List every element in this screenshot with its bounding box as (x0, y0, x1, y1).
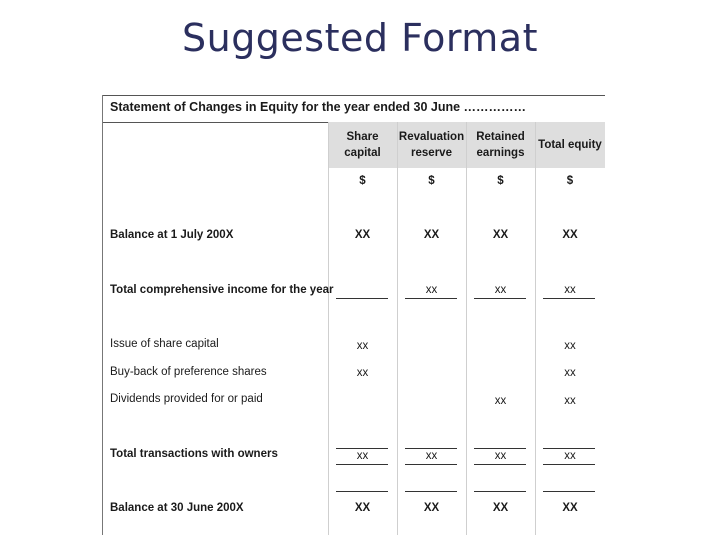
dividends-total-equity: xx (564, 395, 576, 407)
left-border (102, 95, 103, 535)
closing-total-equity: XX (562, 502, 578, 514)
top-rule (102, 95, 605, 96)
closing-revaluation-reserve: XX (423, 502, 440, 514)
header-revaluation-reserve: Revaluation reserve (398, 131, 465, 159)
owners-total-equity: xx (564, 450, 576, 462)
underline (405, 491, 457, 492)
buyback-total-equity: xx (564, 367, 576, 379)
underline (405, 448, 457, 449)
owners-revaluation-reserve: xx (425, 450, 438, 462)
underline (336, 298, 388, 299)
currency-retained-earnings: $ (497, 175, 504, 187)
row-label-dividends: Dividends provided for or paid (110, 393, 263, 405)
tci-revaluation-reserve: xx (425, 284, 438, 296)
opening-share-capital: XX (354, 229, 371, 241)
header-share-capital: Share capital (344, 131, 381, 159)
equity-statement-table (102, 95, 605, 535)
underline (405, 464, 457, 465)
slide-title: Suggested Format (181, 16, 538, 60)
underline (336, 491, 388, 492)
closing-retained-earnings: XX (492, 502, 509, 514)
header-total-equity: Total equity (538, 139, 602, 151)
underline (543, 491, 595, 492)
underline (543, 448, 595, 449)
underline (474, 298, 526, 299)
tci-total-equity: xx (564, 284, 576, 296)
buyback-share-capital: xx (356, 367, 369, 379)
row-label-transactions-owners: Total transactions with owners (110, 448, 278, 460)
opening-retained-earnings: XX (492, 229, 509, 241)
row-label-closing-balance: Balance at 30 June 200X (110, 502, 244, 514)
underline (543, 464, 595, 465)
issue-share-capital: xx (356, 340, 369, 352)
currency-total-equity: $ (566, 175, 574, 187)
closing-share-capital: XX (354, 502, 371, 514)
dividends-retained-earnings: xx (494, 395, 507, 407)
currency-revaluation-reserve: $ (428, 175, 435, 187)
underline (474, 491, 526, 492)
underline (336, 464, 388, 465)
row-label-issue-share-capital: Issue of share capital (110, 338, 219, 350)
tci-retained-earnings: xx (494, 284, 507, 296)
opening-total-equity: XX (562, 229, 578, 241)
row-label-buy-back: Buy-back of preference shares (110, 366, 267, 378)
issue-total-equity: xx (564, 340, 576, 352)
row-label-comprehensive-income: Total comprehensive income for the year (110, 284, 334, 296)
owners-retained-earnings: xx (494, 450, 507, 462)
statement-title: Statement of Changes in Equity for the year ended 30 June …………… (110, 100, 527, 114)
underline (336, 448, 388, 449)
underline (474, 464, 526, 465)
underline (543, 298, 595, 299)
header-retained-earnings: Retained earnings (476, 131, 525, 159)
row-label-opening-balance: Balance at 1 July 200X (110, 229, 234, 241)
currency-share-capital: $ (359, 175, 366, 187)
opening-revaluation-reserve: XX (423, 229, 440, 241)
owners-share-capital: xx (356, 450, 369, 462)
underline (405, 298, 457, 299)
underline (474, 448, 526, 449)
